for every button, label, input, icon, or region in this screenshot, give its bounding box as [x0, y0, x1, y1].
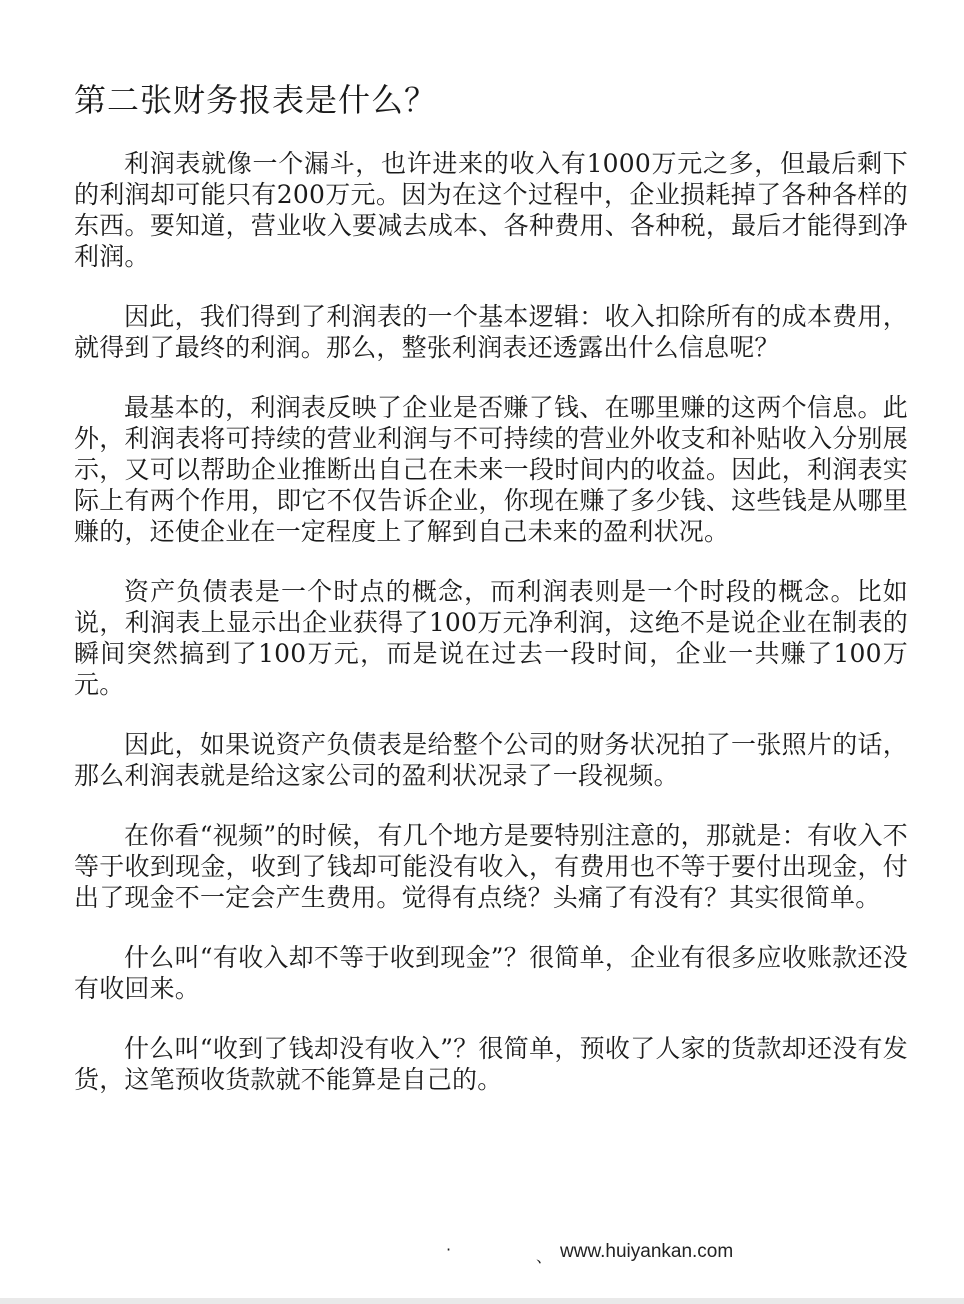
- footer-dot: ·: [446, 1240, 452, 1259]
- paragraph-1: 利润表就像一个漏斗，也许进来的收入有1000万元之多，但最后剩下的利润却可能只有200万元。因为在这个过程中，企业损耗掉了各种各样的东西。要知道，营业收入要减去成本、各种费用、各种税，最后才能得到净利润。: [74, 149, 908, 271]
- footer-mark: 、: [536, 1247, 553, 1266]
- document-page: [74, 78, 908, 1124]
- bottom-bar: [0, 1298, 964, 1304]
- paragraph-8: 什么叫“收到了钱却没有收入”？很简单，预收了人家的货款却还没有发货，这笔预收货款就不能算是自己的。: [74, 1034, 908, 1094]
- page-footer: [0, 1240, 964, 1270]
- page-title: 第二张财务报表是什么？: [74, 81, 438, 119]
- paragraph-6: 在你看“视频”的时候，有几个地方是要特别注意的，那就是：有收入不等于收到现金，收到了钱却可能没有收入，有费用也不等于要付出现金，付出了现金不一定会产生费用。觉得有点绕？头痛了有没有？其实很简单。: [74, 821, 908, 912]
- paragraph-7: 什么叫“有收入却不等于收到现金”？很简单，企业有很多应收账款还没有收回来。: [74, 943, 908, 1003]
- footer-url-watermark: www.huiyankan.com: [560, 1241, 734, 1262]
- paragraph-4: 资产负债表是一个时点的概念，而利润表则是一个时段的概念。比如说，利润表上显示出企业获得了100万元净利润，这绝不是说企业在制表的瞬间突然搞到了100万元，而是说在过去一段时间，企业一共赚了100万元。: [74, 577, 908, 699]
- paragraph-5: 因此，如果说资产负债表是给整个公司的财务状况拍了一张照片的话，那么利润表就是给这家公司的盈利状况录了一段视频。: [74, 730, 908, 790]
- paragraph-2: 因此，我们得到了利润表的一个基本逻辑：收入扣除所有的成本费用，就得到了最终的利润。那么，整张利润表还透露出什么信息呢？: [74, 302, 908, 362]
- paragraph-3: 最基本的，利润表反映了企业是否赚了钱、在哪里赚的这两个信息。此外，利润表将可持续的营业利润与不可持续的营业外收支和补贴收入分别展示，又可以帮助企业推断出自己在未来一段时间内的收益。因此，利润表实际上有两个作用，即它不仅告诉企业，你现在赚了多少钱、这些钱是从哪里赚的，还使企业在一定程度上了解到自己未来的盈利状况。: [74, 393, 908, 546]
